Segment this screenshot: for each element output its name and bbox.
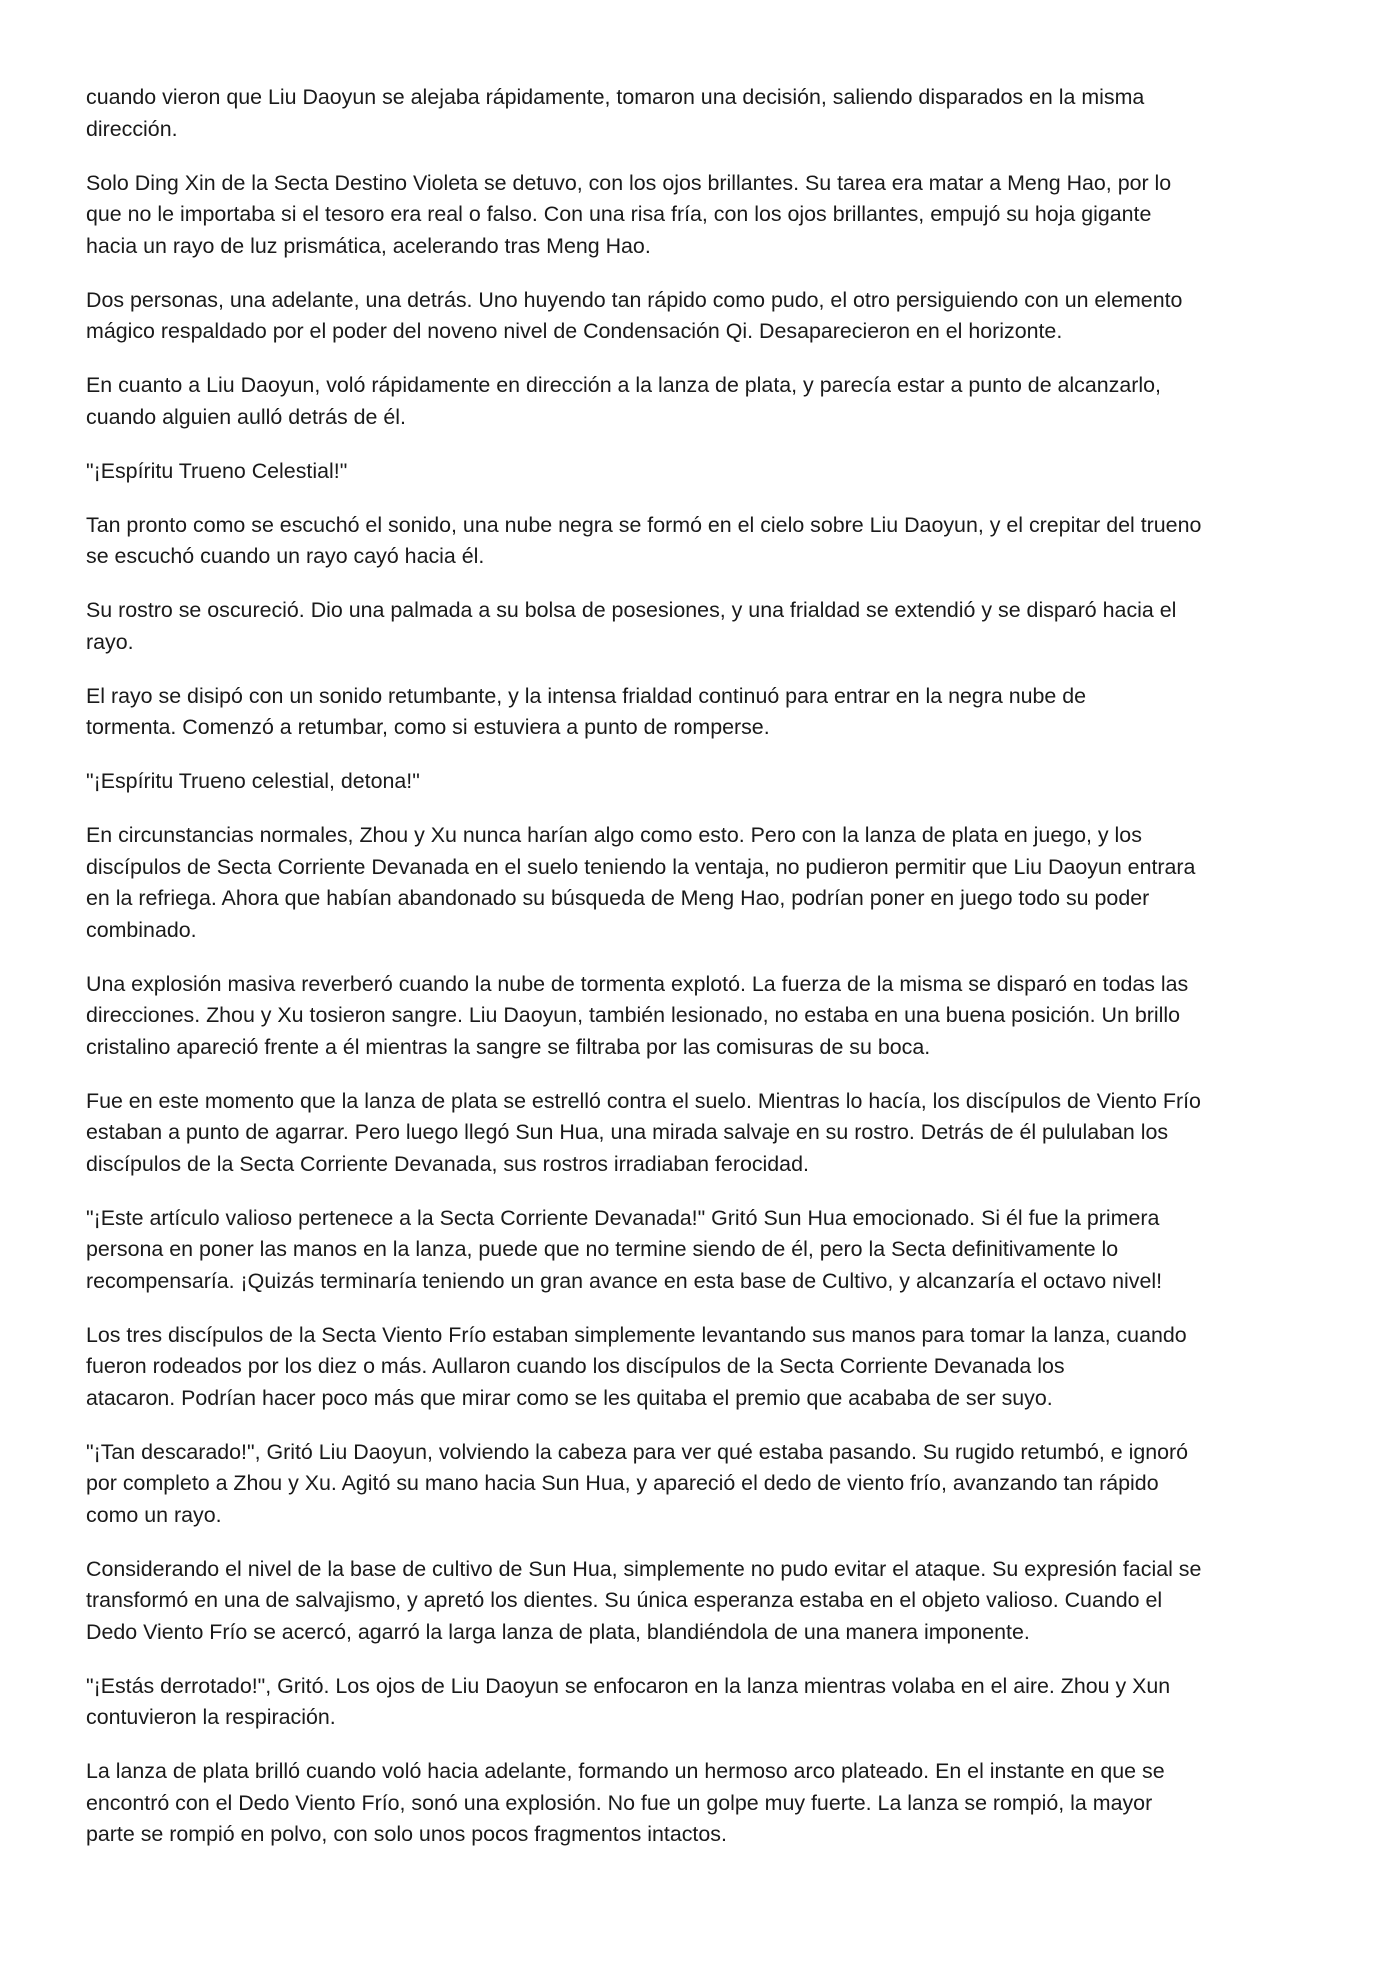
paragraph-10: En circunstancias normales, Zhou y Xu nunca harían algo como esto. Pero con la lanza de plata en juego, y los discípulos de Secta Corriente Devanada en el suelo teniendo la ventaja, no pudieron permitir que Liu Daoyun entrara en la refriega. Ahora que habían abandonado su búsqueda de Meng Hao, podrían poner en juego todo su poder combinado. (86, 823, 1196, 942)
paragraph-7: Su rostro se oscureció. Dio una palmada a su bolsa de posesiones, y una frialdad se extendió y se disparó hacia el rayo. (86, 598, 1177, 654)
paragraph-13: "¡Este artículo valioso pertenece a la Secta Corriente Devanada!" Gritó Sun Hua emocionado. Si él fue la primera persona en poner las manos en la lanza, puede que no termine siendo de él, pero la Secta definitivamente lo recompensaría. ¡Quizás terminaría teniendo un gran avance en esta base de Cultivo, y alcanzaría el octavo nivel! (86, 1205, 1163, 1293)
paragraph-2: Solo Ding Xin de la Secta Destino Violeta se detuvo, con los ojos brillantes. Su tarea era matar a Meng Hao, por lo que no le importaba si el tesoro era real o falso. Con una risa fría, con los ojos brillantes, empujó su hoja gigante hacia un rayo de luz prismática, acelerando tras Meng Hao. (86, 170, 1172, 258)
paragraph-3: Dos personas, una adelante, una detrás. Uno huyendo tan rápido como pudo, el otro persiguiendo con un elemento mágico respaldado por el poder del noveno nivel de Condensación Qi. Desaparecieron en el horizonte. (86, 287, 1183, 343)
paragraph-17: "¡Estás derrotado!", Gritó. Los ojos de Liu Daoyun se enfocaron en la lanza mientras volaba en el aire. Zhou y Xun contuvieron la respiración. (86, 1673, 1171, 1729)
paragraph-11: Una explosión masiva reverberó cuando la nube de tormenta explotó. La fuerza de la misma se disparó en todas las direcciones. Zhou y Xu tosieron sangre. Liu Daoyun, también lesionado, no estaba en una buena posición. Un brillo cristalino apareció frente a él mientras la sangre se filtraba por las comisuras de su boca. (86, 971, 1189, 1059)
paragraph-9: "¡Espíritu Trueno celestial, detona!" (86, 769, 420, 793)
paragraph-8: El rayo se disipó con un sonido retumbante, y la intensa frialdad continuó para entrar en la negra nube de tormenta. Comenzó a retumbar, como si estuviera a punto de romperse. (86, 683, 1087, 739)
paragraph-14: Los tres discípulos de la Secta Viento Frío estaban simplemente levantando sus manos para tomar la lanza, cuando fueron rodeados por los diez o más. Aullaron cuando los discípulos de la Secta Corriente Devanada los atacaron. Podrían hacer poco más que mirar como se les quitaba el premio que acababa de ser suyo. (86, 1322, 1187, 1410)
paragraph-16: Considerando el nivel de la base de cultivo de Sun Hua, simplemente no pudo evitar el ataque. Su expresión facial se transformó en una de salvajismo, y apretó los dientes. Su única esperanza estaba en el objeto valioso. Cuando el Dedo Viento Frío se acercó, agarró la larga lanza de plata, blandiéndola de una manera imponente. (86, 1556, 1202, 1644)
paragraph-12: Fue en este momento que la lanza de plata se estrelló contra el suelo. Mientras lo hacía, los discípulos de Viento Frío estaban a punto de agarrar. Pero luego llegó Sun Hua, una mirada salvaje en su rostro. Detrás de él pululaban los discípulos de la Secta Corriente Devanada, sus rostros irradiaban ferocidad. (86, 1088, 1201, 1176)
paragraph-1: cuando vieron que Liu Daoyun se alejaba rápidamente, tomaron una decisión, saliendo disparados en la misma dirección. (86, 85, 1145, 141)
paragraph-5: "¡Espíritu Trueno Celestial!" (86, 458, 348, 483)
paragraph-15: "¡Tan descarado!", Gritó Liu Daoyun, volviendo la cabeza para ver qué estaba pasando. Su rugido retumbó, e ignoró por completo a Zhou y Xu. Agitó su mano hacia Sun Hua, y apareció el dedo de viento frío, avanzando tan rápido como un rayo. (86, 1439, 1189, 1527)
paragraph-6: Tan pronto como se escuchó el sonido, una nube negra se formó en el cielo sobre Liu Daoyun, y el crepitar del trueno se escuchó cuando un rayo cayó hacia él. (86, 512, 1202, 568)
paragraph-4: En cuanto a Liu Daoyun, voló rápidamente en dirección a la lanza de plata, y parecía estar a punto de alcanzarlo, cuando alguien aulló detrás de él. (86, 373, 1161, 429)
paragraph-18: La lanza de plata brilló cuando voló hacia adelante, formando un hermoso arco plateado. En el instante en que se encontró con el Dedo Viento Frío, sonó una explosión. No fue un golpe muy fuerte. La lanza se rompió, la mayor parte se rompió en polvo, con solo unos pocos fragmentos intactos. (86, 1759, 1165, 1846)
